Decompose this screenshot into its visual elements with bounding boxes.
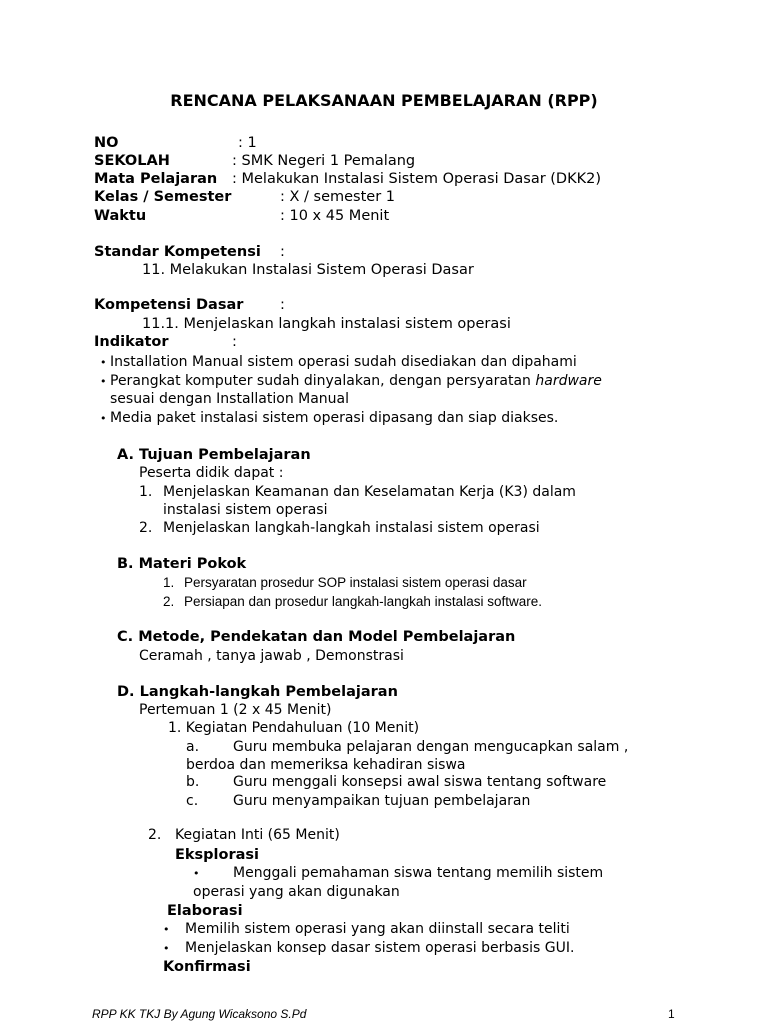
indikator-item-2-text: Perangkat komputer sudah dinyalakan, dengan persyaratan: [110, 373, 536, 389]
eksplorasi-heading: Eksplorasi: [175, 847, 260, 863]
elaborasi-heading: Elaborasi: [167, 903, 243, 919]
pendahuluan-item-b: Guru menggali konsepsi awal siswa tentang software: [233, 774, 607, 790]
elaborasi-item-1: Memilih sistem operasi yang akan diinstall secara teliti: [185, 921, 570, 937]
tujuan-item-2: Menjelaskan langkah-langkah instalasi sistem operasi: [163, 520, 540, 536]
eksplorasi-item: Menggali pemahaman siswa tentang memilih sistem: [233, 865, 604, 881]
konfirmasi-heading: Konfirmasi: [163, 959, 251, 975]
bullet-icon: •: [163, 942, 170, 955]
waktu-label: Waktu: [94, 208, 147, 224]
kompetensi-item: 11.1. Menjelaskan langkah instalasi sistem operasi: [142, 316, 511, 332]
materi-num-1: 1.: [163, 575, 175, 590]
indikator-label: Indikator: [94, 334, 169, 350]
inti-title: Kegiatan Inti (65 Menit): [175, 827, 340, 843]
kompetensi-label: Kompetensi Dasar: [94, 297, 244, 313]
no-label: NO: [94, 135, 119, 151]
pendahuluan-item-c: Guru menyampaikan tujuan pembelajaran: [233, 793, 531, 809]
tujuan-num-1: 1.: [139, 484, 153, 500]
mapel-value: : Melakukan Instalasi Sistem Operasi Dasar (DKK2): [232, 171, 601, 187]
metode-heading: C. Metode, Pendekatan dan Model Pembelajaran: [117, 629, 516, 645]
pendahuluan-item-a-cont: berdoa dan memeriksa kehadiran siswa: [186, 757, 466, 773]
kompetensi-colon: :: [280, 297, 285, 313]
tujuan-item-1: Menjelaskan Keamanan dan Keselamatan Kerja (K3) dalam: [163, 484, 576, 500]
materi-item-2: Persiapan dan prosedur langkah-langkah instalasi software.: [184, 594, 542, 609]
kelas-value: : X / semester 1: [280, 189, 396, 205]
mapel-label: Mata Pelajaran: [94, 171, 218, 187]
pendahuluan-title: 1. Kegiatan Pendahuluan (10 Menit): [168, 720, 420, 736]
inti-num: 2.: [148, 827, 162, 843]
bullet-icon: •: [100, 356, 107, 369]
elaborasi-item-2: Menjelaskan konsep dasar sistem operasi berbasis GUI.: [185, 940, 575, 956]
materi-heading: B. Materi Pokok: [117, 556, 247, 572]
tujuan-num-2: 2.: [139, 520, 153, 536]
standar-item: 11. Melakukan Instalasi Sistem Operasi Dasar: [142, 262, 474, 278]
pendahuluan-letter-b: b.: [186, 774, 200, 790]
tujuan-heading: A. Tujuan Pembelajaran: [117, 447, 311, 463]
kelas-label: Kelas / Semester: [94, 189, 232, 205]
tujuan-item-1-cont: instalasi sistem operasi: [163, 502, 328, 518]
tujuan-intro: Peserta didik dapat :: [139, 465, 284, 481]
pendahuluan-item-a: Guru membuka pelajaran dengan mengucapkan salam ,: [233, 739, 629, 755]
indikator-item-1: Installation Manual sistem operasi sudah disediakan dan dipahami: [110, 354, 577, 370]
pertemuan-text: Pertemuan 1 (2 x 45 Menit): [139, 702, 332, 718]
materi-item-1: Persyaratan prosedur SOP instalasi sistem operasi dasar: [184, 575, 527, 590]
indikator-colon: :: [232, 334, 237, 350]
document-title: RENCANA PELAKSANAAN PEMBELAJARAN (RPP): [170, 91, 598, 110]
page-number: 1: [668, 1007, 675, 1021]
metode-text: Ceramah , tanya jawab , Demonstrasi: [139, 648, 404, 664]
standar-label: Standar Kompetensi: [94, 244, 261, 260]
sekolah-value: : SMK Negeri 1 Pemalang: [232, 153, 416, 169]
langkah-heading: D. Langkah-langkah Pembelajaran: [117, 684, 398, 700]
waktu-value: : 10 x 45 Menit: [280, 208, 390, 224]
bullet-icon: •: [193, 867, 200, 880]
footer-text: RPP KK TKJ By Agung Wicaksono S.Pd: [92, 1007, 307, 1021]
indikator-item-2-emphasis: hardware: [535, 373, 602, 389]
bullet-icon: •: [163, 923, 170, 936]
indikator-item-2-cont: sesuai dengan Installation Manual: [110, 391, 350, 407]
no-value: : 1: [238, 135, 257, 151]
pendahuluan-letter-a: a.: [186, 739, 200, 755]
eksplorasi-item-cont: operasi yang akan digunakan: [193, 884, 400, 900]
indikator-item-2: [110, 374, 602, 388]
materi-num-2: 2.: [163, 594, 175, 609]
bullet-icon: •: [100, 412, 107, 425]
indikator-item-3: Media paket instalasi sistem operasi dipasang dan siap diakses.: [110, 410, 559, 426]
sekolah-label: SEKOLAH: [94, 153, 170, 169]
pendahuluan-letter-c: c.: [186, 793, 199, 809]
bullet-icon: •: [100, 375, 107, 388]
standar-colon: :: [280, 244, 285, 260]
